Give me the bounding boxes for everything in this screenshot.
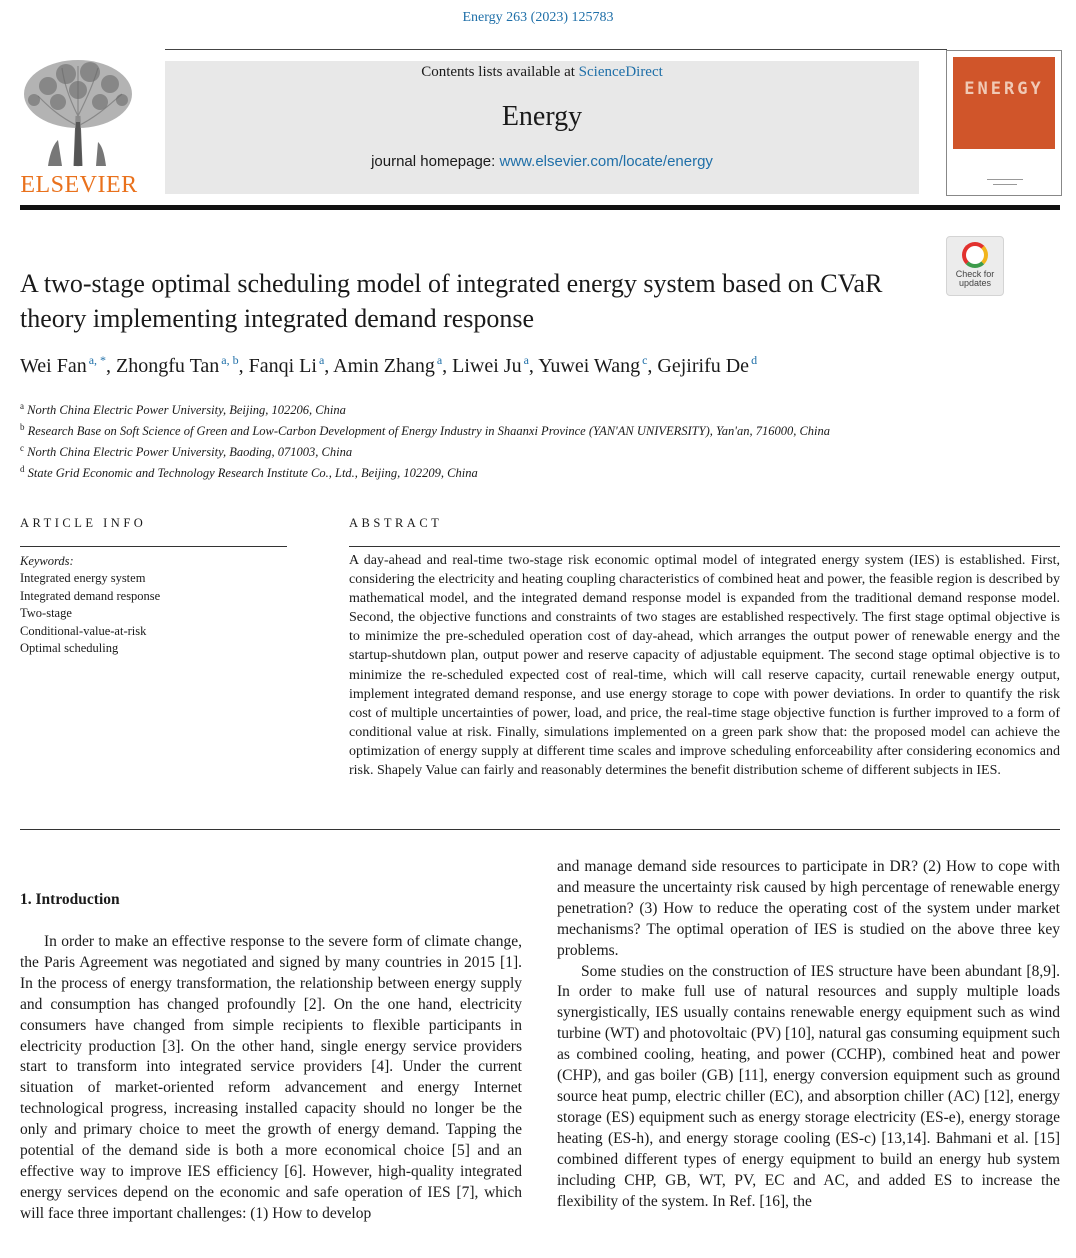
header-divider: [165, 49, 947, 50]
affiliation-text: State Grid Economic and Technology Research Institute Co., Ltd., Beijing, 102209, China: [27, 466, 478, 481]
affiliation: [20, 440, 1060, 461]
author-affil-sup[interactable]: a: [523, 353, 529, 367]
author-affil-sup[interactable]: a: [318, 353, 325, 367]
section-heading-introduction: 1. Introduction: [20, 891, 120, 908]
cover-banner: [953, 57, 1055, 149]
keywords-heading: Keywords:: [20, 554, 74, 568]
keywords-block: [20, 553, 290, 657]
affiliation-text: North China Electric Power University, Beijing, 102206, China: [27, 403, 346, 418]
affiliation-text: North China Electric Power University, Baoding, 071003, China: [27, 445, 353, 460]
header-thick-rule: [20, 205, 1060, 210]
elsevier-logo[interactable]: [18, 56, 140, 196]
author-affil-sup[interactable]: a, b: [221, 353, 239, 367]
body-column-left: [20, 932, 522, 1225]
cover-line: [987, 179, 1023, 180]
author-affil-sup[interactable]: c: [642, 353, 648, 367]
article-info-heading: ARTICLE INFO: [20, 516, 147, 530]
author-list: Wei Fan $^{a, *}$, Zhongfu Tan $^{a, b}$, Fanqi Li $^a$, Amin Zhang $^a$, Liwei Ju $^a$, Yuwei Wang $^c$, Gejirifu De $^d$: [20, 353, 758, 377]
author[interactable]: Zhongfu Tan: [116, 355, 220, 377]
author[interactable]: Yuwei Wang: [538, 355, 641, 377]
paragraph: Some studies on the construction of IES structure have been abundant [8,9]. In order to make full use of natural resources and supply multiple loads synergistically, IES usually contains renewable energy equipment such as wind turbine (WT) and photovoltaic (PV) [10], natural gas consuming equipment such as combined cooling, heating, and power (CCHP), combined heat and power (CHP), and gas boiler (GB) [11], energy conversion equipment such as ground source heat pump, electric chiller (EC), and absorption chiller (AC) [12], energy storage (ES) equipment such as energy storage electricity (ES-e), energy storage heating (ES-h), and energy storage cooling (ES-c) [13,14]. Bahmani et al. [15] combined different types of energy equipment to build an energy hub system including CHP, GB, WT, PV, EC and AC, and added ES to increase the flexibility of the system. In Ref. [16], the: [557, 962, 1060, 1210]
journal-name: Energy: [501, 101, 583, 132]
keyword: Conditional-value-at-risk: [20, 623, 147, 638]
contents-prefix: Contents lists available at: [421, 64, 579, 80]
body-column-right: [557, 857, 1060, 1212]
affiliation: [20, 419, 1060, 440]
keyword: Integrated energy system: [20, 571, 146, 586]
check-updates-icon: [962, 242, 988, 268]
publisher-name: ELSEVIER: [20, 172, 138, 198]
cover-title: ENERGY: [964, 79, 1044, 99]
check-updates-line1: Check for: [955, 269, 995, 279]
check-updates-line2: updates: [958, 278, 992, 288]
affiliations: [20, 398, 1060, 483]
contents-line: [165, 64, 919, 81]
homepage-line: [165, 153, 919, 170]
author[interactable]: Fanqi Li: [248, 355, 317, 377]
sciencedirect-link[interactable]: ScienceDirect: [578, 64, 663, 80]
affiliation: [20, 461, 1060, 482]
affiliation: [20, 398, 1060, 419]
affiliation-sup: a: [20, 401, 24, 411]
affiliation-sup: b: [20, 422, 25, 433]
affiliation-text: Research Base on Soft Science of Green and Low-Carbon Development of Energy Industry in Shaanxi Province (YAN'AN UNIVERSITY), Yan'an, 716000, China: [27, 424, 831, 439]
journal-cover-thumbnail[interactable]: [946, 50, 1062, 196]
homepage-prefix: journal homepage:: [371, 153, 500, 170]
article-info-rule: [20, 546, 287, 547]
author-affil-sup[interactable]: a: [436, 353, 443, 367]
abstract-heading: ABSTRACT: [349, 516, 443, 530]
author[interactable]: Gejirifu De: [657, 355, 750, 377]
abstract-rule: [349, 546, 1060, 547]
check-for-updates-button[interactable]: [946, 236, 1004, 296]
homepage-link[interactable]: www.elsevier.com/locate/energy: [499, 153, 713, 170]
abstract-text: A day-ahead and real-time two-stage risk economic optimal model of integrated energy system (IES) is established. First, considering the electricity and heating coupling characteristics of combined heat and power, the feasible region is described by mathematical model, and the integrated demand response model is expanded from the traditional demand response model. Second, the objective functions and constraints of two stages are established respectively. The first stage optimal objective is to minimize the pre-scheduled operation cost of day-ahead, which arranges the output power of renewable energy and the startup-shutdown plan, output power and reserve capacity of adjustable equipment. The second stage optimal objective is to minimize the re-scheduled expected cost of real-time, which will call reserve capacity, curtail renewable energy output, implement integrated demand response, and use energy storage to cope with power deviations. In order to quantify the risk cost of multiple uncertainties of power, load, and price, the real-time stage objective function is further improved to a form of conditional value at risk. Finally, simulations implemented on a green park show that: the proposed model can achieve the optimization of energy supply at different time scales and improve scheduling enforceability after considering economics and risk. Shapely Value can fairly and reasonably determines the benefit distribution scheme of different subjects in IES.: [349, 553, 1060, 779]
journal-masthead: [165, 61, 919, 194]
journal-citation[interactable]: Energy 263 (2023) 125783: [462, 10, 614, 25]
keyword: Integrated demand response: [20, 588, 161, 603]
keyword: Optimal scheduling: [20, 641, 119, 656]
article-title: A two-stage optimal scheduling model of integrated energy system based on CVaR theory implementing integrated demand response: [20, 269, 883, 333]
author-affil-sup[interactable]: a, *: [88, 353, 107, 367]
affiliation-sup: d: [20, 464, 25, 475]
abstract-bottom-rule: [20, 829, 1060, 830]
author[interactable]: Wei Fan: [20, 355, 87, 377]
keyword: Two-stage: [20, 606, 72, 621]
author[interactable]: Amin Zhang: [333, 355, 435, 377]
author[interactable]: Liwei Ju: [452, 355, 522, 377]
affiliation-sup: c: [20, 443, 24, 454]
paragraph: In order to make an effective response to the severe form of climate change, the Paris Agreement was negotiated and signed by many countries in 2015 [1]. In the process of energy transformation, the relationship between energy supply and consumption has changed profoundly [2]. On the one hand, electricity consumers have changed from simple recipients to flexible participants in electricity production [3]. On the other hand, single energy service providers start to transform into integrated service providers [4]. Under the current situation of market-oriented reform advancement and energy Internet technological progress, increasing installed capacity should no longer be the only and primary choice to meet the growth of energy demand. Tapping the potential of the demand side is both a more economical choice [5] and an effective way to improve IES efficiency [6]. However, high-quality integrated energy services depend on the economic and safe operation of IES [7], which will face three important challenges: (1) How to develop: [20, 933, 522, 1222]
elsevier-tree-icon: [18, 56, 140, 168]
cover-line: [993, 184, 1017, 185]
author-affil-sup[interactable]: d: [751, 353, 758, 367]
paragraph: and manage demand side resources to participate in DR? (2) How to cope with and measure the uncertainty risk caused by high percentage of renewable energy penetration? (3) How to reduce the operating cost of the system under market mechanisms? The optimal operation of IES is studied on the above three key problems.: [557, 858, 1060, 959]
check-updates-label: [947, 270, 1003, 288]
